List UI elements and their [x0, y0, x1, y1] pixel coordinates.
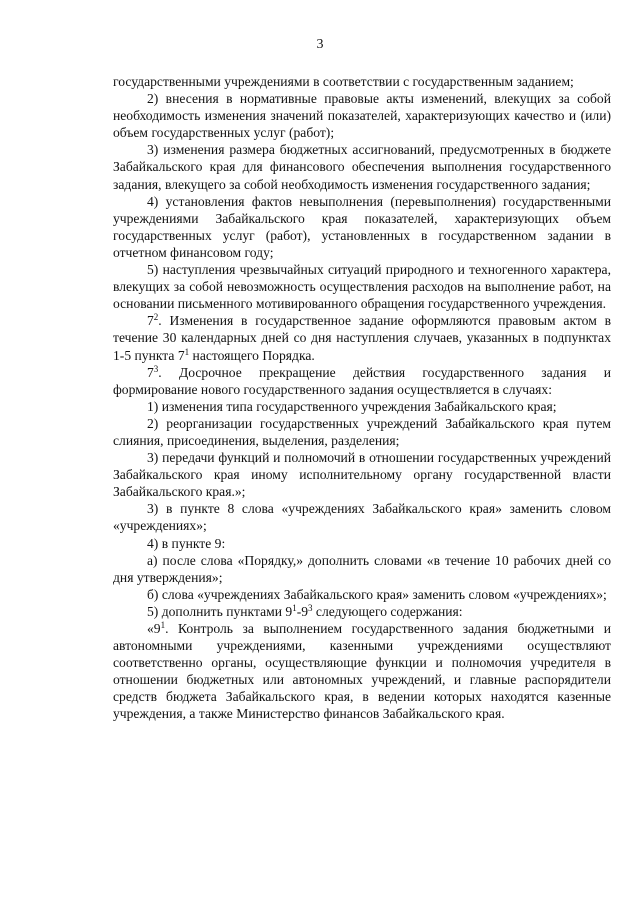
paragraph: $7^2$. Изменения в государственное задание оформляются правовым актом в течение 30 календарных дней со дня наступления случаев, указанных в подпунктах 1-5 пункта $7^1$ настоящего Порядка.	[113, 312, 611, 363]
document-body	[113, 73, 611, 723]
paragraph: 4) в пункте 9:	[147, 535, 226, 551]
paragraph: 2) внесения в нормативные правовые акты изменений, влекущих за собой необходимость изменения значений показателей, характеризующих качество и (или) объем государственных услуг (работ);	[113, 91, 611, 141]
paragraph: 1) изменения типа государственного учреждения Забайкальского края;	[147, 398, 557, 414]
paragraph: $7^3$. Досрочное прекращение действия государственного задания и формирование нового государственного задания осуществляется в случаях:	[113, 363, 611, 397]
paragraph: 4) установления фактов невыполнения (перевыполнения) государственными учреждениями Забайкальского края показателей, характеризующих объем государственных услуг (работ), установленных в государственном задании в отчетном финансовом году;	[113, 193, 611, 260]
page-number: 3	[316, 37, 324, 52]
paragraph: б) слова «учреждениях Забайкальского края» заменить словом «учреждениях»;	[147, 586, 607, 602]
paragraph: 3) в пункте 8 слова «учреждениях Забайкальского края» заменить словом «учреждениях»;	[113, 501, 611, 534]
paragraph: а) после слова «Порядку,» дополнить словами «в течение 10 рабочих дней со дня утверждения»;	[113, 552, 611, 585]
paragraph: 5) наступления чрезвычайных ситуаций природного и техногенного характера, влекущих за собой невозможность осуществления расходов на выполнение работ, на основании письменного мотивированного обращения государственного учреждения.	[113, 262, 611, 312]
paragraph: 3) изменения размера бюджетных ассигнований, предусмотренных в бюджете Забайкальского края для финансового обеспечения выполнения государственного задания, влекущего за собой необходимость изменения государственного задания;	[113, 142, 611, 192]
paragraph: «$9^1$. Контроль за выполнением государственного задания бюджетными и автономными учреждениями, казенными учреждениями осуществляют соответственно органы, осуществляющие функции и полномочия учредителя в отношении бюджетных или автономных учреждений, и главные распорядители средств бюджета Забайкальского края, в ведении которых находятся казенные учреждения, а также Министерство финансов Забайкальского края.	[113, 620, 611, 722]
paragraph: 2) реорганизации государственных учреждений Забайкальского края путем слияния, присоединения, выделения, разделения;	[113, 415, 611, 448]
paragraph: 3) передачи функций и полномочий в отношении государственных учреждений Забайкальского края иному исполнительному органу государственной власти Забайкальского края.»;	[113, 450, 611, 500]
paragraph: 5) дополнить пунктами $9^1-9^3$ следующего содержания:	[147, 602, 463, 619]
paragraph: государственными учреждениями в соответствии с государственным заданием;	[113, 74, 574, 89]
